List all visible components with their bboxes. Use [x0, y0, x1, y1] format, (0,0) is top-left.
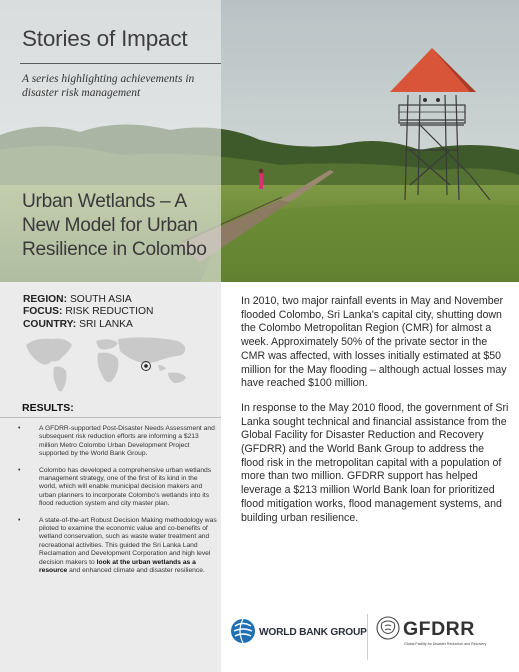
- results-item-text: A state-of-the-art Robust Decision Making methodology was piloted to examine the economic value and co-benefits of wetland conservation, such as waste water treatment and recreational activities. This guided the Sri Lanka Land Reclamation and Development Corporation and high level decision makers to: [39, 516, 217, 566]
- body-paragraph: In response to the May 2010 flood, the government of Sri Lanka sought technical and financial assistance from the Global Facility for Disaster Reduction and Recovery (GFDRR) and the World Bank Group to address the flood risk in the metropolitan capital with a population of more than two million. GFDRR support has helped leverage a $213 million World Bank loan for prioritized flood mitigation works, flood management systems, and building urban resilience.: [241, 401, 509, 524]
- bullet-icon: •: [18, 466, 21, 474]
- country-value: SRI LANKA: [79, 318, 133, 330]
- region-label: REGION:: [23, 294, 68, 305]
- region-line: [23, 294, 153, 306]
- series-title: Stories of Impact: [22, 26, 188, 51]
- sidebar: [0, 282, 221, 672]
- results-item-text: Colombo has developed a comprehensive urban wetlands management strategy, one of the first of its kind in the world, which will enable municipal decision makers and urban planners to incorporate Colombo's wetlands into its flood reduction system and city master plan.: [39, 466, 212, 508]
- body-paragraph: In 2010, two major rainfall events in May and November flooded Colombo, Sri Lanka's capital city, shutting down the Colombo Metropolitan Region (CMR) for almost a week. Approximately 50% of the private sector in the CMR was affected, with losses initially estimated at $50 million for the May flooding – although actual losses may have reached $100 million.: [241, 295, 507, 390]
- country-label: COUNTRY:: [23, 318, 77, 330]
- results-item-text: A GFDRR-supported Post-Disaster Needs Assessment and subsequent risk reduction efforts are informing a $213 million Metro Colombo Urban Development Project supported by the World Bank Group.: [39, 425, 215, 458]
- gfdrr-logo-text: GFDRR: [403, 618, 475, 640]
- focus-label: FOCUS:: [23, 306, 63, 318]
- bullet-icon: •: [18, 425, 21, 432]
- focus-value: RISK REDUCTION: [65, 306, 154, 318]
- gfdrr-full-name: Global Facility for Disaster Reduction and Recovery: [404, 642, 487, 646]
- results-item: [12, 425, 217, 459]
- focus-line: [23, 306, 153, 318]
- article-body: [241, 295, 509, 536]
- results-item-text-end: and enhanced climate and disaster resilience.: [67, 567, 205, 575]
- bullet-icon: •: [18, 516, 21, 524]
- world-bank-group-logo-text: WORLD BANK GROUP: [259, 627, 367, 638]
- results-heading: RESULTS:: [22, 402, 74, 414]
- story-metadata: [23, 294, 153, 331]
- title-divider: [20, 63, 221, 64]
- country-line: [23, 319, 153, 331]
- results-item: [12, 467, 217, 509]
- results-item: [12, 517, 217, 576]
- logo-divider: [367, 614, 368, 660]
- story-title: Urban Wetlands – A New Model for Urban Resilience in Colombo: [22, 191, 207, 260]
- series-subtitle: A series highlighting achievements in disaster risk management: [22, 73, 195, 99]
- partner-logos: [221, 604, 519, 672]
- cover-photo: [0, 0, 519, 282]
- results-divider: [0, 417, 221, 418]
- results-list: [12, 425, 217, 584]
- gfdrr-emblem-icon: [376, 616, 400, 640]
- world-map-icon: [18, 331, 208, 396]
- results-item-highlight: look at the urban wetlands as a resource: [39, 558, 196, 575]
- world-bank-globe-icon: [230, 618, 256, 644]
- region-value: SOUTH ASIA: [69, 294, 132, 305]
